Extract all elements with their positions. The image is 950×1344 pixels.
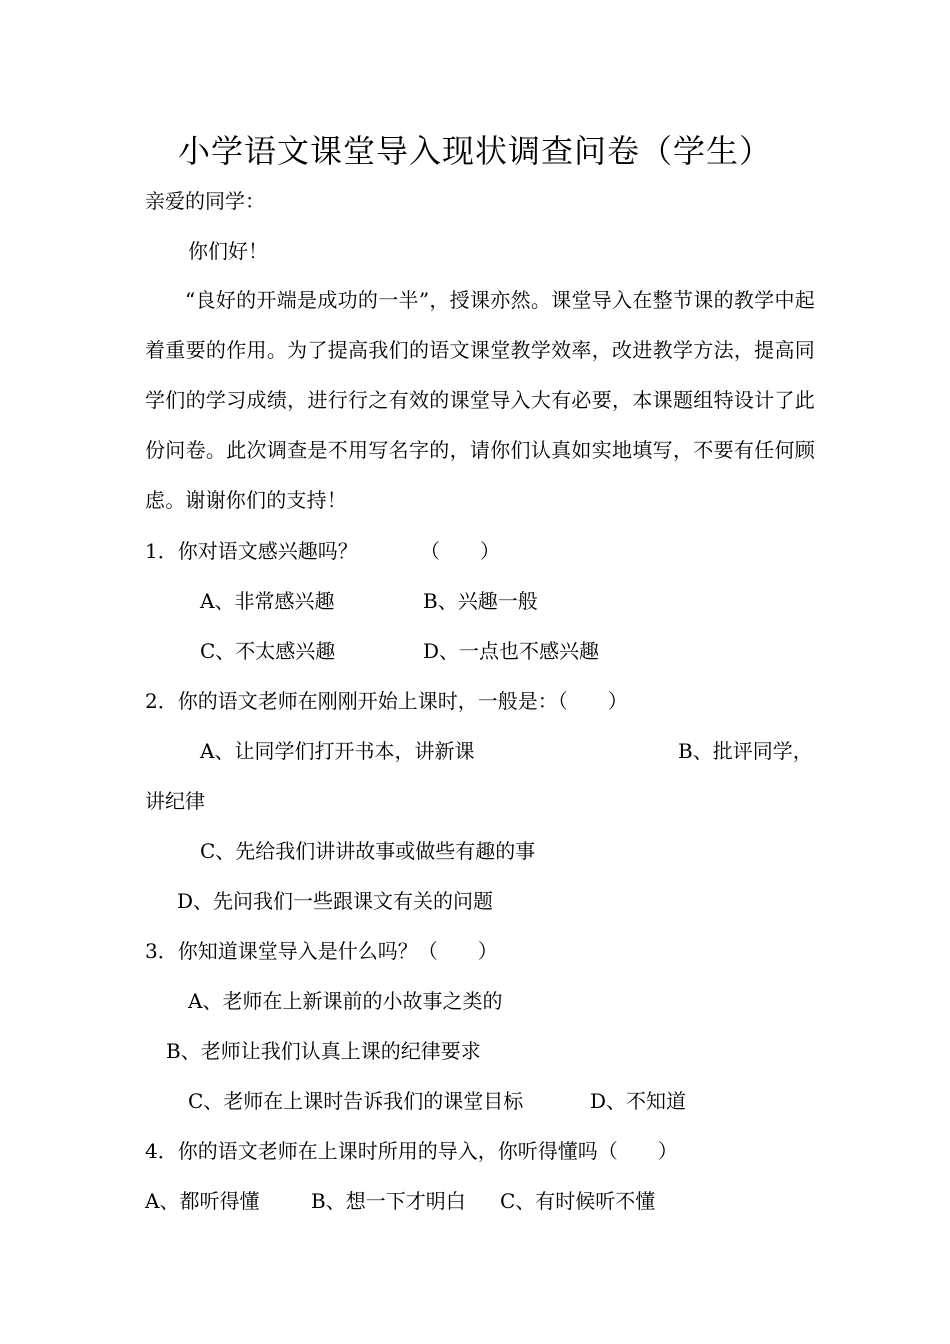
question-4-option-c: C、有时候听不懂 bbox=[500, 1189, 656, 1213]
question-1-option-d: D、一点也不感兴趣 bbox=[423, 639, 600, 663]
question-3-text: 3．你知道课堂导入是什么吗？（ ） bbox=[145, 939, 498, 963]
intro-text: “良好的开端是成功的一半”，授课亦然。课堂导入在整节课的教学中起着重要的作用。为了提高我们的语文课堂教学效率，改进教学方法，提高同学们的学习成绩，进行行之有效的课堂导入大有必要，本课题组特设计了此份问卷。此次调查是不用写名字的，请你们认真如实地填写，不要有任何顾虑。谢谢你们的支持！ bbox=[145, 288, 815, 512]
question-1-option-b: B、兴趣一般 bbox=[423, 589, 538, 613]
hello-line: 你们好！ bbox=[188, 239, 268, 263]
question-2-option-d: D、先问我们一些跟课文有关的问题 bbox=[177, 889, 494, 913]
question-2-option-a: A、让同学们打开书本，讲新课 bbox=[200, 739, 475, 763]
question-4-option-a: A、都听得懂 bbox=[145, 1189, 260, 1213]
question-1-blank: （ ） bbox=[420, 539, 500, 563]
question-2-option-b: B、批评同学， bbox=[678, 739, 813, 763]
greeting: 亲爱的同学： bbox=[145, 189, 265, 213]
intro-paragraph bbox=[145, 275, 815, 525]
question-2-option-b-continued: 讲纪律 bbox=[145, 789, 205, 813]
question-2-text: 2．你的语文老师在刚刚开始上课时，一般是：（ ） bbox=[145, 689, 628, 713]
question-1-option-c: C、不太感兴趣 bbox=[200, 639, 336, 663]
document-title: 小学语文课堂导入现状调查问卷（学生） bbox=[177, 132, 772, 170]
question-4-option-b: B、想一下才明白 bbox=[311, 1189, 466, 1213]
question-3-option-c: C、老师在上课时告诉我们的课堂目标 bbox=[188, 1089, 524, 1113]
question-3-option-a: A、老师在上新课前的小故事之类的 bbox=[188, 989, 503, 1013]
question-3-option-b: B、老师让我们认真上课的纪律要求 bbox=[166, 1039, 481, 1063]
question-3-option-d: D、不知道 bbox=[590, 1089, 687, 1113]
question-1-option-a: A、非常感兴趣 bbox=[200, 589, 335, 613]
question-4-text: 4．你的语文老师在上课时所用的导入，你听得懂吗（ ） bbox=[145, 1139, 678, 1163]
question-2-option-c: C、先给我们讲讲故事或做些有趣的事 bbox=[200, 839, 536, 863]
question-1-text: 1．你对语文感兴趣吗？ bbox=[145, 539, 358, 563]
